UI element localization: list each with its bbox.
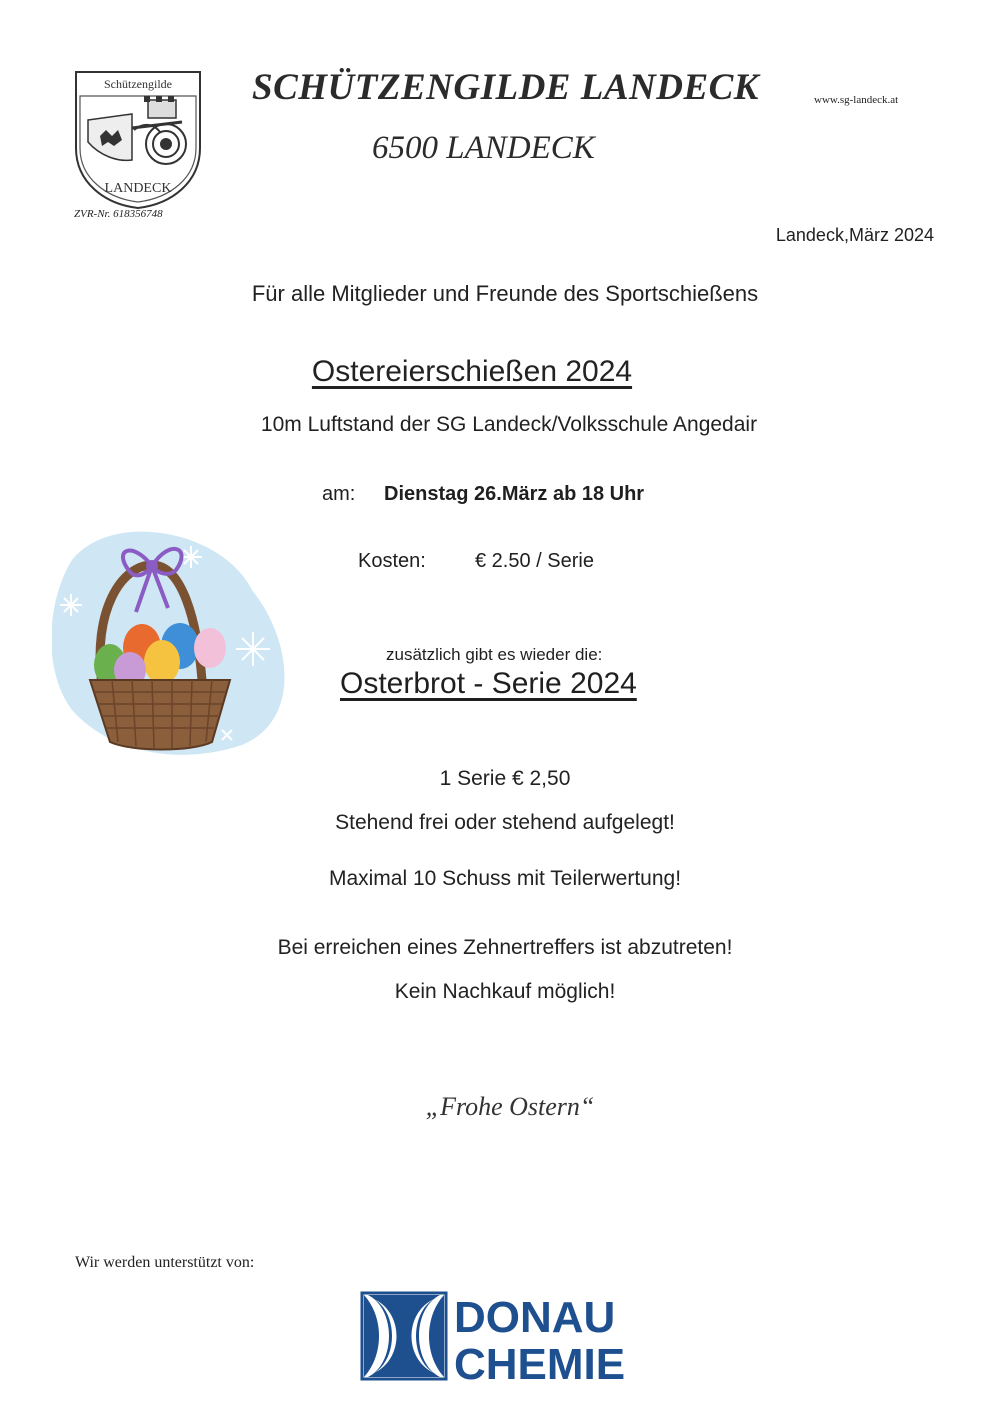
rule-ten-hit: Bei erreichen eines Zehnertreffers ist abzutreten! (277, 936, 733, 959)
sponsor-label: Wir werden unterstützt von: (75, 1254, 255, 1271)
logo-line1: DONAU (454, 1293, 616, 1342)
rule-no-rebuy: Kein Nachkauf möglich! (394, 980, 616, 1003)
cost-label: Kosten: (358, 550, 426, 572)
website-link[interactable]: www.sg-landeck.at (814, 94, 899, 106)
greeting: „Frohe Ostern“ (425, 1092, 595, 1121)
date-label: am: (322, 483, 356, 505)
date-value: Dienstag 26.März ab 18 Uhr (384, 483, 645, 505)
club-crest-icon (74, 70, 202, 210)
additional-intro: zusätzlich gibt es wieder die: (386, 645, 603, 664)
rule-shots: Maximal 10 Schuss mit Teilerwertung! (328, 867, 682, 890)
date-line: Landeck,März 2024 (775, 225, 934, 245)
crest-bottom-text: LANDECK (104, 181, 172, 196)
crest-top-text: Schützengilde (104, 77, 172, 91)
event-title: Ostereierschießen 2024 (311, 355, 633, 388)
rule-stance: Stehend frei oder stehend aufgelegt! (335, 811, 675, 834)
logo-line2: CHEMIE (454, 1340, 626, 1383)
donau-chemie-logo (360, 1287, 668, 1383)
intro-text: Für alle Mitglieder und Freunde des Sportschießens (251, 281, 759, 306)
club-city: 6500 LANDECK (372, 130, 595, 166)
bread-series-title: Osterbrot - Serie 2024 (340, 667, 637, 700)
event-location: 10m Luftstand der SG Landeck/Volksschule Angedair (260, 413, 758, 436)
easter-basket-icon (52, 520, 292, 760)
rule-price: 1 Serie € 2,50 (439, 767, 571, 790)
zvr-number: ZVR-Nr. 618356748 (74, 208, 163, 220)
cost-value: € 2.50 / Serie (475, 550, 594, 572)
club-name: SCHÜTZENGILDE LANDECK (252, 67, 759, 108)
